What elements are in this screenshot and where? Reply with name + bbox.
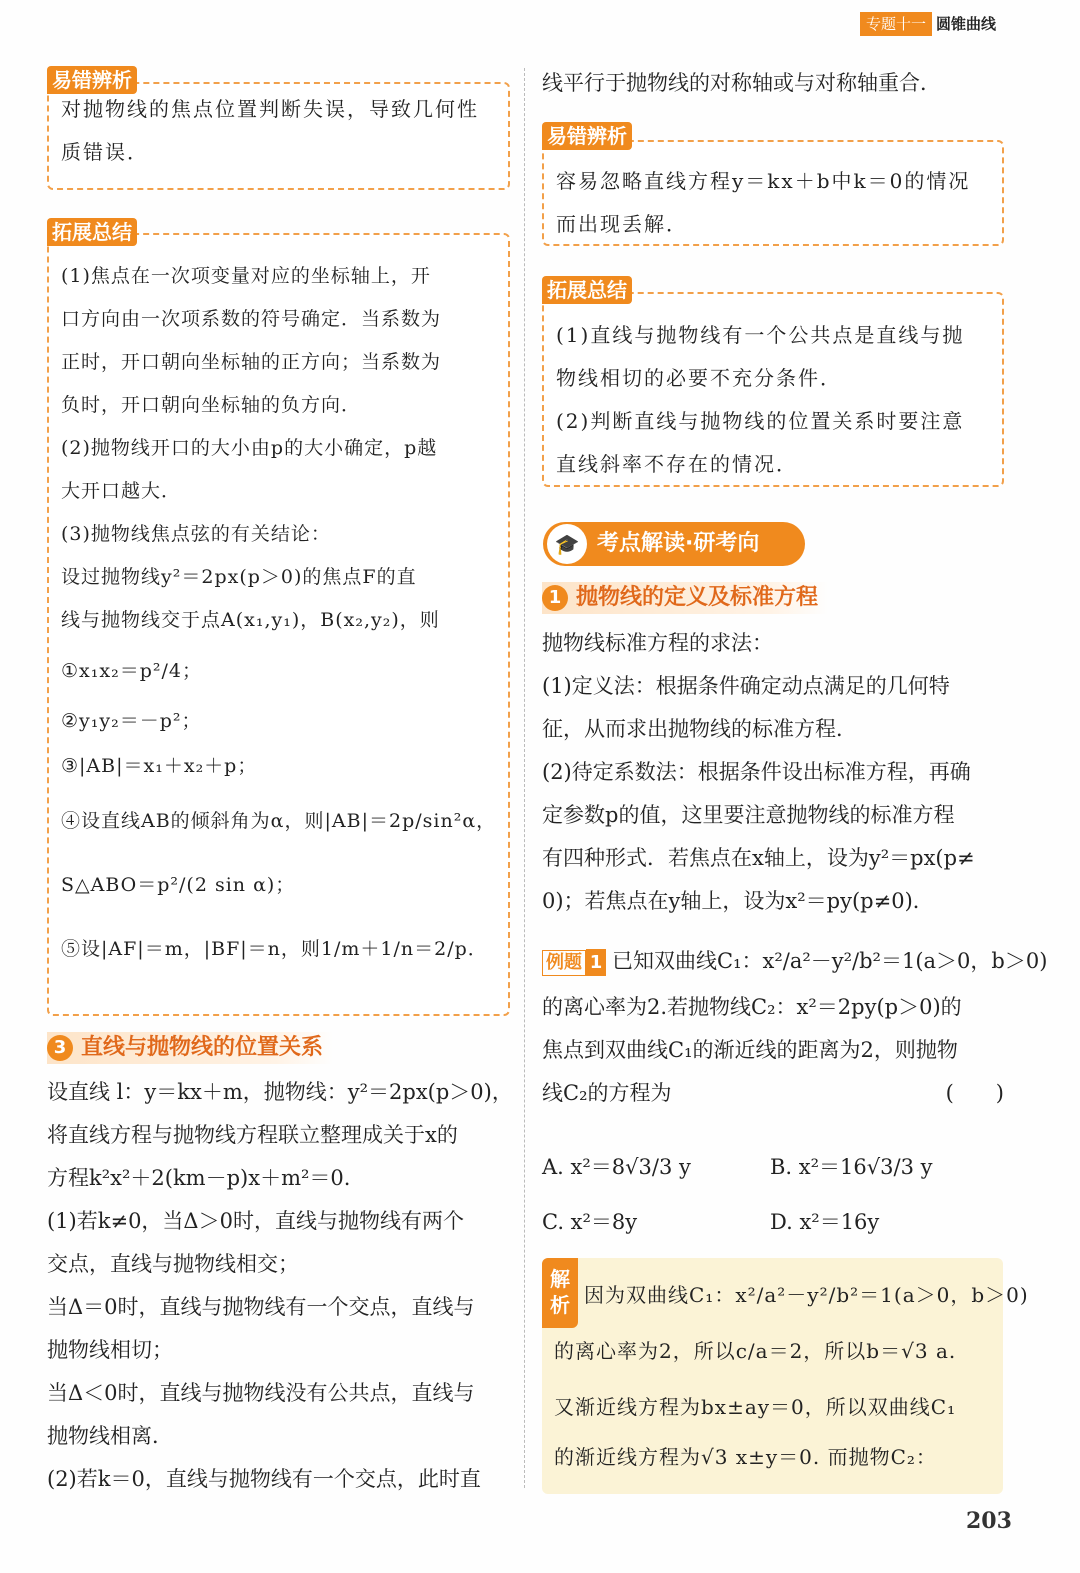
column-divider	[524, 68, 525, 1488]
text-line: 容易忽略直线方程y＝kx＋b中k＝0的情况	[556, 169, 971, 193]
text-line: (1)定义法：根据条件确定动点满足的几何特	[542, 674, 950, 698]
left-error-box	[47, 82, 510, 190]
text-line: 对抛物线的焦点位置判断失误，导致几何性	[61, 97, 479, 121]
left-summary-box	[47, 233, 510, 1016]
page-number: 203	[966, 1508, 1012, 1534]
option-b: B. x²＝16√3/3 y	[770, 1155, 933, 1179]
summary-label: 拓展总结	[542, 276, 632, 304]
chapter-tag: 专题十一	[860, 12, 932, 36]
graduation-cap-icon: 🎓	[547, 524, 587, 564]
formula-line: ③|AB|＝x₁＋x₂＋p；	[61, 755, 258, 777]
solution-tag: 解析	[542, 1258, 578, 1328]
section-title: 抛物线的定义及标准方程	[576, 585, 819, 610]
text-line: 有四种形式．若焦点在x轴上，设为y²＝px(p≠	[542, 846, 975, 870]
text-line: (2)若k＝0，直线与抛物线有一个交点，此时直	[47, 1467, 481, 1491]
formula-line: ①x₁x₂＝p²/4；	[61, 660, 202, 682]
error-label: 易错辨析	[542, 122, 632, 150]
text-line: 抛物线相切；	[47, 1338, 173, 1362]
text-line: (3)抛物线焦点弦的有关结论：	[61, 523, 331, 545]
solution-box	[542, 1258, 1029, 1494]
error-label: 易错辨析	[47, 66, 137, 94]
text-line: 将直线方程与抛物线方程联立整理成关于x的	[47, 1123, 458, 1147]
section-title: 直线与抛物线的位置关系	[81, 1035, 324, 1060]
text-line: 当Δ＝0时，直线与抛物线有一个交点，直线与	[47, 1295, 475, 1319]
text-line: 又渐近线方程为bx±ay＝0，所以双曲线C₁	[554, 1395, 957, 1419]
formula-line: ②y₁y₂＝－p²；	[61, 710, 202, 732]
option-d: D. x²＝16y	[770, 1210, 880, 1234]
option-a: A. x²＝8√3/3 y	[542, 1155, 691, 1179]
text-line: 线C₂的方程为	[542, 1081, 672, 1105]
option-c: C. x²＝8y	[542, 1210, 638, 1234]
example-block	[542, 936, 1047, 1115]
text-line: 的离心率为2，所以c/a＝2，所以b＝√3 a.	[554, 1339, 957, 1363]
text-line: 质错误．	[61, 140, 149, 164]
right-error-box	[542, 140, 1004, 246]
chapter-title: 圆锥曲线	[936, 15, 997, 33]
text-line: (2)判断直线与抛物线的位置关系时要注意	[556, 409, 965, 433]
text-line: 的离心率为2.若抛物线C₂：x²＝2py(p＞0)的	[542, 995, 962, 1019]
text-line: 设直线 l：y＝kx＋m，抛物线：y²＝2px(p＞0)，	[47, 1080, 513, 1104]
text-line: 征，从而求出抛物线的标准方程．	[542, 717, 857, 741]
text-line: (1)若k≠0，当Δ＞0时，直线与抛物线有两个	[47, 1209, 464, 1233]
section-number-badge: 3	[47, 1035, 73, 1061]
text-line: 而出现丢解．	[556, 212, 688, 236]
text-line: 抛物线标准方程的求法：	[542, 631, 773, 655]
text-line: 0)；若焦点在y轴上，设为x²＝py(p≠0)．	[542, 889, 934, 913]
text-line: (2)待定系数法：根据条件设出标准方程，再确	[542, 760, 971, 784]
section-body	[47, 1071, 513, 1501]
text-line: 正时，开口朝向坐标轴的正方向；当系数为	[61, 351, 442, 373]
text-line: 焦点到双曲线C₁的渐近线的距离为2，则抛物	[542, 1038, 958, 1062]
answer-paren: ( )	[945, 1081, 1004, 1105]
right-summary-box	[542, 292, 1004, 487]
text-line: 的渐近线方程为√3 x±y＝0. 而抛物C₂：	[554, 1445, 937, 1469]
text-line: 方程k²x²＋2(km－p)x＋m²＝0.	[47, 1166, 351, 1190]
formula-line: S△ABO＝p²/(2 sin α)；	[61, 874, 296, 896]
text-line: 因为双曲线C₁：x²/a²－y²/b²＝1(a＞0，b＞0)	[584, 1283, 1029, 1307]
text-line: 口方向由一次项系数的符号确定．当系数为	[61, 308, 442, 330]
summary-label: 拓展总结	[47, 218, 137, 246]
text-line: 负时，开口朝向坐标轴的负方向．	[61, 394, 362, 416]
text-line: (1)焦点在一次项变量对应的坐标轴上，开	[61, 265, 431, 287]
text-line: 交点，直线与抛物线相交；	[47, 1252, 299, 1276]
text-line: 直线斜率不存在的情况．	[556, 452, 798, 476]
text-line	[542, 1072, 1004, 1115]
banner-title: 考点解读·研考向	[597, 531, 760, 556]
topic-banner	[543, 522, 805, 566]
section-body	[542, 622, 975, 923]
text-line: 大开口越大．	[61, 480, 182, 502]
text-line: 已知双曲线C₁：x²/a²－y²/b²＝1(a＞0，b＞0)	[612, 949, 1048, 973]
text-line: (1)直线与抛物线有一个公共点是直线与抛	[556, 323, 965, 347]
formula-line: ⑤设|AF|＝m，|BF|＝n，则1/m＋1/n＝2/p．	[61, 938, 488, 960]
text-line: 线与抛物线交于点A(x₁,y₁)，B(x₂,y₂)，则	[61, 609, 440, 631]
example-label: 例题	[542, 950, 586, 976]
text-line: 物线相切的必要不充分条件．	[556, 366, 842, 390]
text-line: (2)抛物线开口的大小由p的大小确定，p越	[61, 437, 438, 459]
section-heading	[47, 1032, 333, 1064]
continuation-line: 线平行于抛物线的对称轴或与对称轴重合．	[542, 71, 941, 95]
text-line: 设过抛物线y²＝2px(p＞0)的焦点F的直	[61, 566, 417, 588]
section-heading	[542, 582, 828, 614]
text-line: 当Δ＜0时，直线与抛物线没有公共点，直线与	[47, 1381, 475, 1405]
section-number-badge: 1	[542, 585, 568, 611]
text-line: 定参数p的值，这里要注意抛物线的标准方程	[542, 803, 955, 827]
text-line: 抛物线相离．	[47, 1424, 173, 1448]
example-number: 1	[586, 949, 606, 976]
formula-line: ④设直线AB的倾斜角为α，则|AB|＝2p/sin²α，	[61, 810, 497, 832]
